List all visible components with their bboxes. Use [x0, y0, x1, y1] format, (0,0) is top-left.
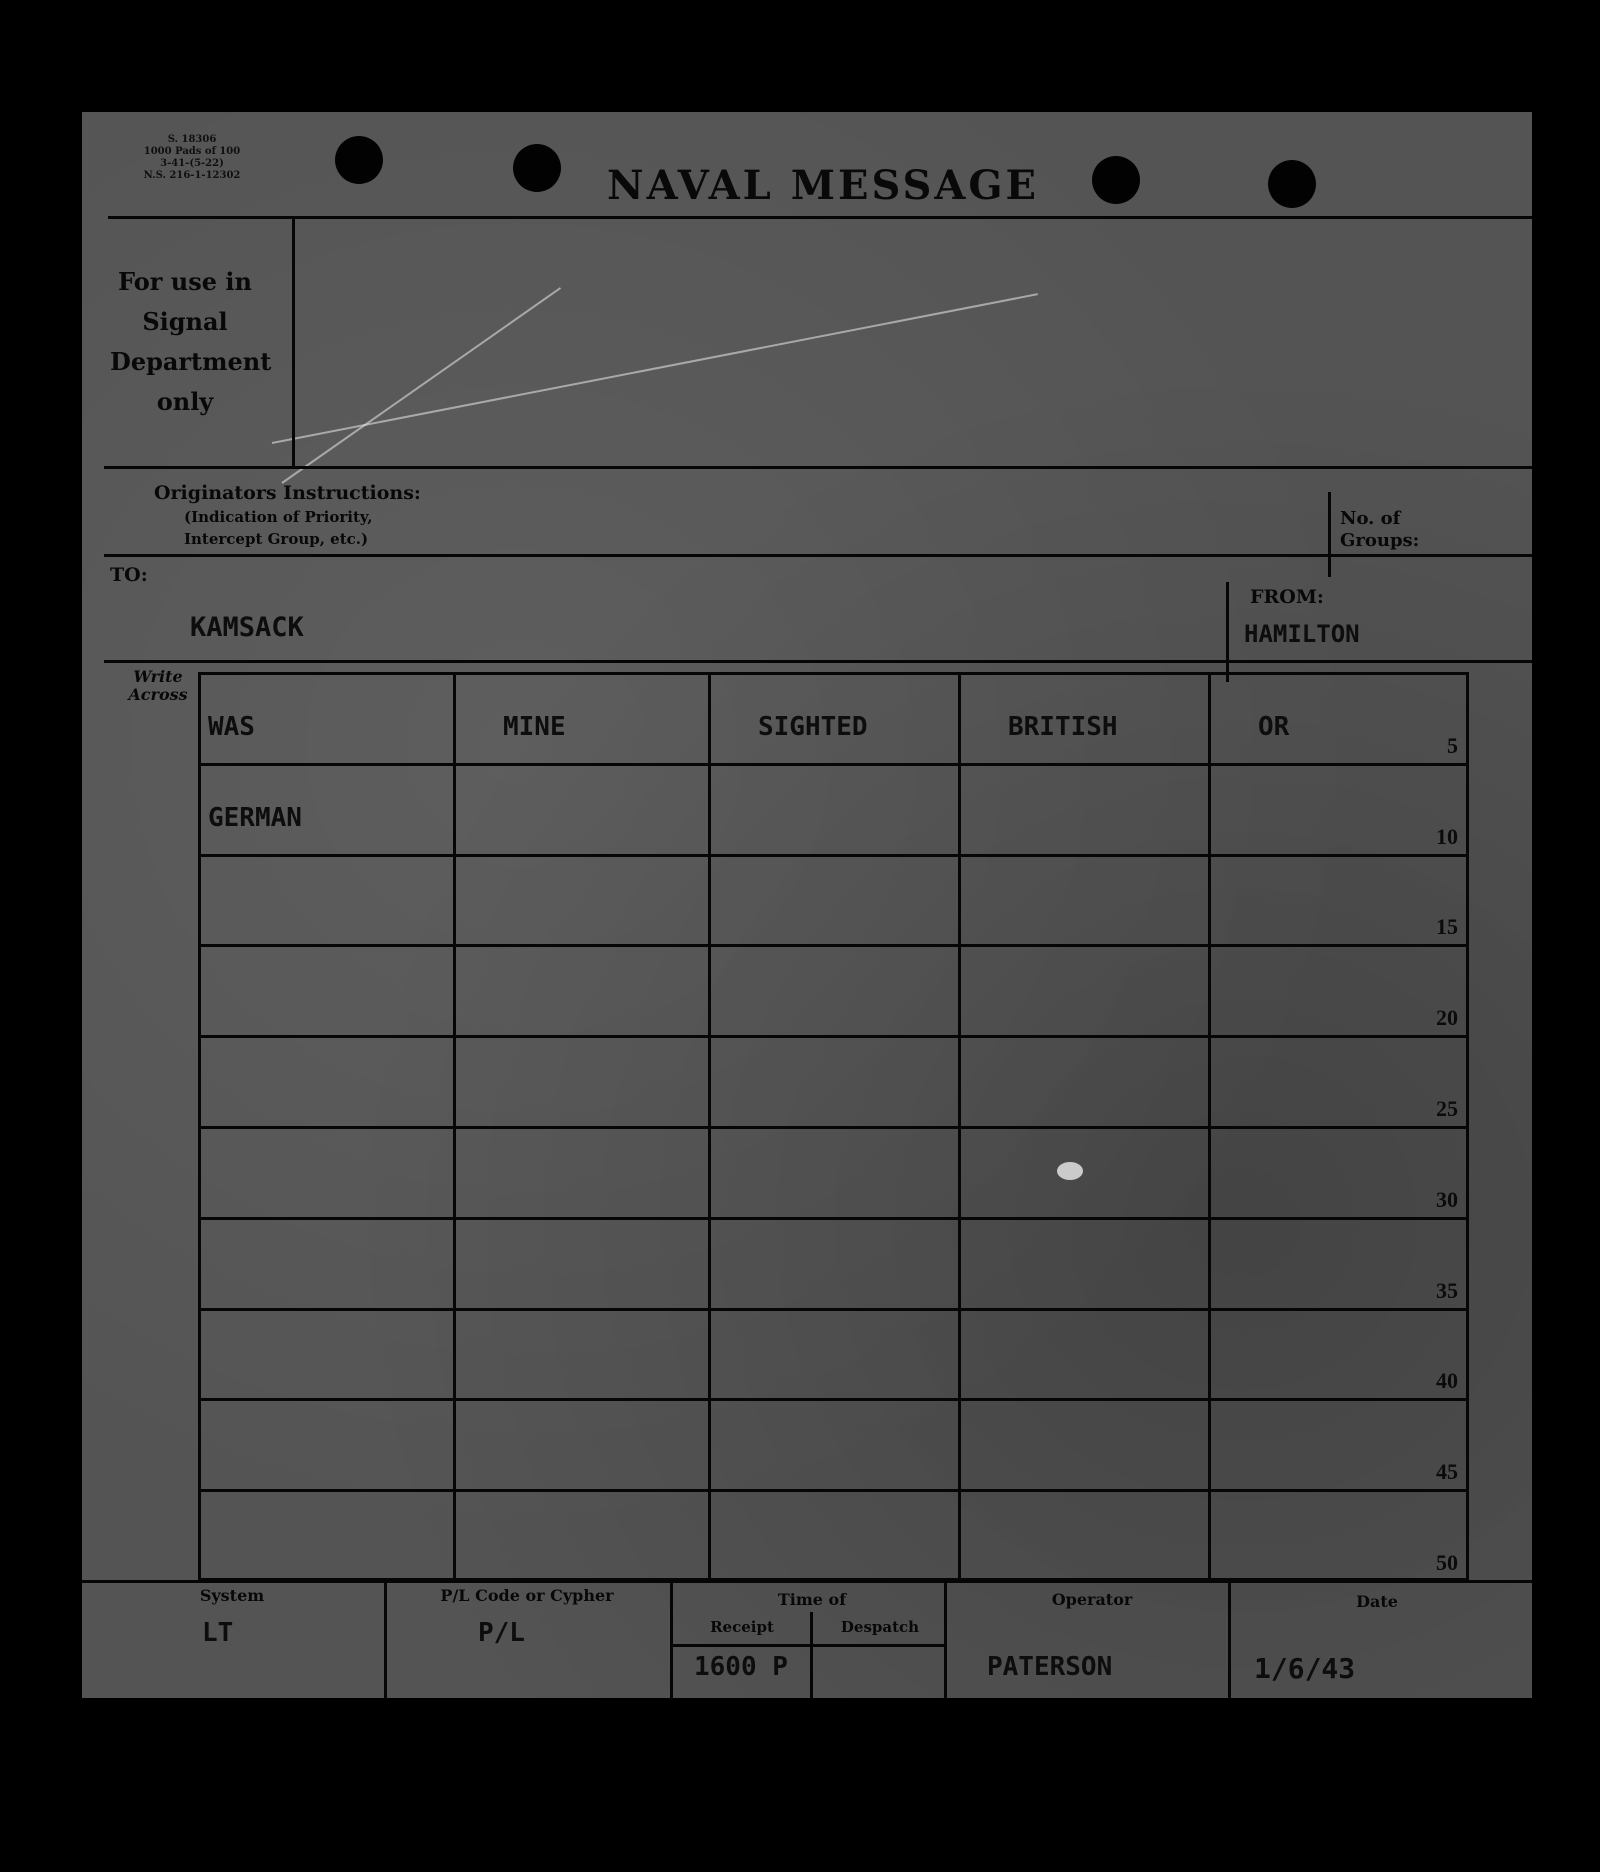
rule-line: [1328, 492, 1331, 577]
message-grid: [198, 672, 1498, 1580]
punch-hole: [335, 136, 383, 184]
form-title: NAVAL MESSAGE: [607, 162, 1040, 209]
punch-hole: [1268, 160, 1316, 208]
row-number: 30: [1436, 1187, 1458, 1212]
write-across-label: Write Across: [128, 667, 188, 704]
message-form-sheet: [82, 112, 1532, 1698]
rule-line: [670, 1582, 673, 1698]
rule-line: [108, 216, 1532, 219]
row-number: 35: [1436, 1278, 1458, 1303]
punch-hole: [1092, 156, 1140, 204]
form-number-line: S. 18306: [167, 134, 217, 145]
row-number: 15: [1436, 914, 1458, 939]
rule-line: [944, 1582, 947, 1698]
rule-line: [104, 660, 1532, 663]
grid-row-line: [198, 944, 1466, 947]
time-of-label: Time of: [777, 1590, 847, 1609]
rule-line: [104, 466, 1532, 469]
grid-row-line: [198, 1489, 1466, 1492]
form-number-line: 3-41-(5-22): [160, 158, 224, 169]
from-label: FROM:: [1250, 586, 1324, 608]
form-number-line: N.S. 216-1-12302: [143, 170, 241, 181]
row-number: 20: [1436, 1005, 1458, 1030]
from-value: HAMILTON: [1244, 620, 1360, 648]
paper-scratch: [272, 293, 1038, 444]
date-value: 1/6/43: [1254, 1652, 1356, 1685]
rule-line: [104, 554, 1532, 557]
form-number-block: [122, 134, 262, 182]
signal-department-label: For use in Signal Department only: [110, 267, 272, 416]
paper-scratch: [281, 287, 561, 484]
originators-instructions-label: Originators Instructions:: [154, 482, 421, 504]
row-number: 5: [1447, 733, 1458, 758]
rule-line: [810, 1612, 813, 1698]
grid-cell: SIGHTED: [758, 712, 868, 742]
originators-note: (Indication of Priority,: [184, 508, 373, 526]
grid-cell: WAS: [208, 712, 255, 742]
grid-cell: MINE: [503, 712, 566, 742]
code-label: P/L Code or Cypher: [440, 1586, 614, 1605]
no-of-groups-label: No. of Groups:: [1340, 508, 1420, 551]
punch-hole: [513, 144, 561, 192]
operator-value: PATERSON: [987, 1652, 1113, 1682]
grid-row-line: [198, 1126, 1466, 1129]
system-value: LT: [202, 1618, 234, 1648]
rule-line: [670, 1644, 944, 1647]
despatch-label: Despatch: [840, 1618, 920, 1636]
rule-line: [1228, 1582, 1231, 1698]
row-number: 25: [1436, 1096, 1458, 1121]
rule-line: [82, 1580, 1532, 1583]
grid-cell: OR: [1258, 712, 1290, 742]
to-label: TO:: [110, 564, 148, 586]
originators-note: Intercept Group, etc.): [184, 530, 369, 548]
grid-line: [1466, 672, 1469, 1580]
receipt-value: 1600 P: [694, 1652, 788, 1682]
rule-line: [1226, 582, 1229, 682]
row-number: 10: [1436, 824, 1458, 849]
grid-row-line: [198, 1035, 1466, 1038]
grid-row-line: [198, 1217, 1466, 1220]
code-value: P/L: [478, 1618, 525, 1648]
row-number: 40: [1436, 1368, 1458, 1393]
row-number: 50: [1436, 1550, 1458, 1575]
to-value: KAMSACK: [190, 612, 304, 643]
grid-row-line: [198, 1398, 1466, 1401]
grid-row-line: [198, 854, 1466, 857]
receipt-label: Receipt: [710, 1618, 774, 1636]
grid-row-line: [198, 763, 1466, 766]
operator-label: Operator: [1051, 1590, 1133, 1609]
grid-row-line: [198, 672, 1466, 675]
grid-cell: GERMAN: [208, 803, 302, 833]
row-number: 45: [1436, 1459, 1458, 1484]
date-label: Date: [1356, 1592, 1398, 1611]
rule-line: [292, 216, 295, 466]
form-number-line: 1000 Pads of 100: [143, 146, 241, 157]
system-label: System: [199, 1586, 265, 1605]
grid-cell: BRITISH: [1008, 712, 1118, 742]
rule-line: [384, 1582, 387, 1698]
grid-row-line: [198, 1308, 1466, 1311]
